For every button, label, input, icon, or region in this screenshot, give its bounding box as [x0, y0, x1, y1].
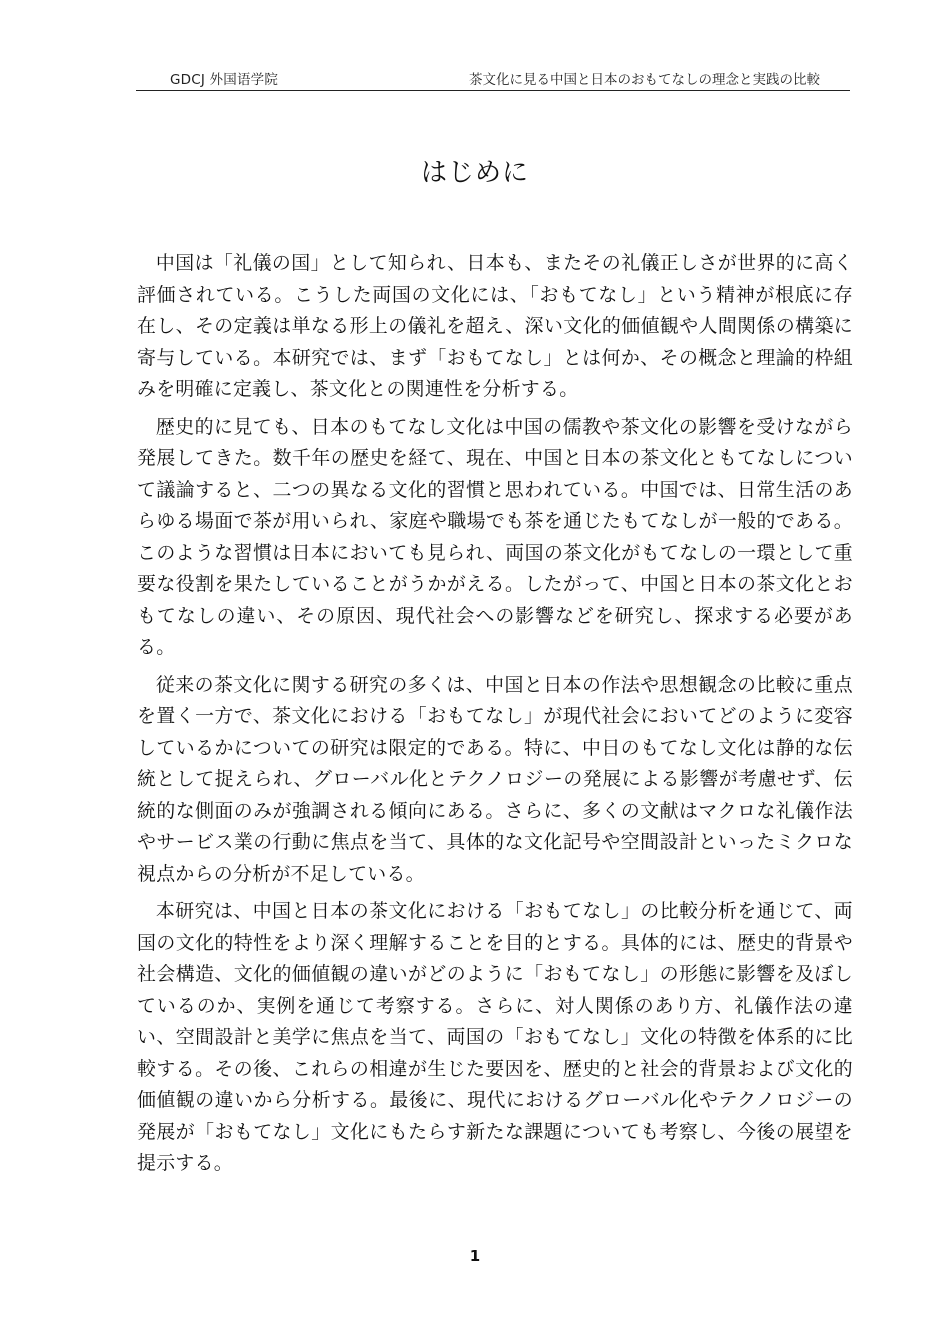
- header-thesis-title: 茶文化に見る中国と日本のおもてなしの理念と実践の比較: [469, 72, 820, 88]
- paragraph-3: 従来の茶文化に関する研究の多くは、中国と日本の作法や思想観念の比較に重点を置く一方で、茶文化における「おもてなし」が現代社会においてどのように変容しているかについての研究は限定的である。特に、中日のもてなし文化は静的な伝統として捉えられ、グローバル化とテクノロジーの発展による影響が考慮せず、伝統的な側面のみが強調される傾向にある。さらに、多くの文献はマクロな礼儀作法やサービス業の行動に焦点を当て、具体的な文化記号や空間設計といったミクロな視点からの分析が不足している。: [137, 673, 853, 885]
- section-title: はじめに: [420, 158, 529, 188]
- paragraph-4: 本研究は、中国と日本の茶文化における「おもてなし」の比較分析を通じて、両国の文化的特性をより深く理解することを目的とする。具体的には、歴史的背景や社会構造、文化的価値観の違いがどのように「おもてなし」の形態に影響を及ぼしているのか、実例を通じて考察する。さらに、対人関係のあり方、礼儀作法の違い、空間設計と美学に焦点を当て、両国の「おもてなし」文化の特徴を体系的に比較する。その後、これらの相違が生じた要因を、歴史的と社会的背景および文化的価値観の違いから分析する。最後に、現代におけるグローバル化やテクノロジーの発展が「おもてなし」文化にもたらす新たな課題についても考察し、今後の展望を提示する。: [137, 900, 853, 1174]
- running-header: [136, 66, 850, 91]
- body-text: [137, 248, 853, 1186]
- page-number: 1: [469, 1247, 481, 1265]
- header-institution: GDCJ 外国语学院: [170, 72, 279, 88]
- paragraph-1: 中国は「礼儀の国」として知られ、日本も、またその礼儀正しさが世界的に高く評価されている。こうした両国の文化には、「おもてなし」という精神が根底に存在し、その定義は単なる形上の儀礼を超え、深い文化的価値観や人間関係の構築に寄与している。本研究では、まず「おもてなし」とは何か、その概念と理論的枠組みを明確に定義し、茶文化との関連性を分析する。: [137, 252, 853, 400]
- paragraph-2: 歴史的に見ても、日本のもてなし文化は中国の儒教や茶文化の影響を受けながら発展してきた。数千年の歴史を経て、現在、中国と日本の茶文化ともてなしについて議論すると、二つの異なる文化的習慣と思われている。中国では、日常生活のあらゆる場面で茶が用いられ、家庭や職場でも茶を通じたもてなしが一般的である。このような習慣は日本においても見られ、両国の茶文化がもてなしの一環として重要な役割を果たしていることがうかがえる。したがって、中国と日本の茶文化とおもてなしの違い、その原因、現代社会への影響などを研究し、探求する必要がある。: [137, 415, 853, 658]
